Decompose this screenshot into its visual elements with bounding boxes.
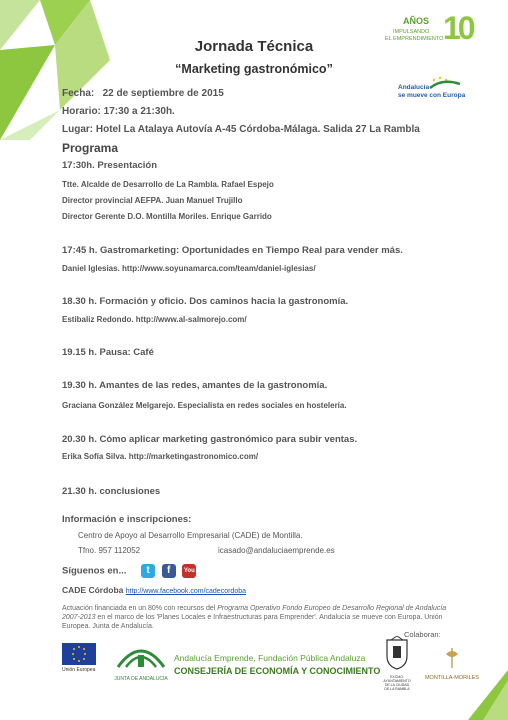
- junta-emblem-icon: [112, 641, 170, 671]
- andalucia-text-1: Andalucía: [398, 84, 430, 91]
- programa-item-title: 21.30 h. conclusiones: [62, 486, 161, 497]
- programa-heading: Programa: [62, 141, 119, 155]
- anos-text: AÑOS: [403, 16, 430, 26]
- ayuntamiento-logo: [382, 636, 412, 696]
- ayuntamiento-text: EXCMO. AYUNTAMIENTO DE LA CIUDAD DE LA RAMBLA: [383, 675, 411, 691]
- programa-item-line: Ttte. Alcalde de Desarrollo de La Rambla. Rafael Espejo: [62, 180, 274, 189]
- inscripciones-email[interactable]: icasado@andaluciaemprende.es: [218, 546, 335, 555]
- anos-line1: IMPULSANDO: [393, 29, 430, 35]
- facebook-icon[interactable]: f: [162, 564, 176, 578]
- eu-flag-icon: [62, 643, 96, 665]
- financing-note-programa: Programa Operativo Fondo Europeo de Desarrollo Regional de Andalucía 2007-2013: [62, 605, 447, 621]
- youtube-icon[interactable]: You: [182, 564, 196, 578]
- andalucia-emprende-logo: [174, 653, 380, 676]
- programa-item-line: Estibaliz Redondo. http://www.al-salmorejo.com/: [62, 315, 247, 324]
- inscripciones-centro: Centro de Apoyo al Desarrollo Empresarial (CADE) de Montilla.: [78, 531, 303, 540]
- programa-item-line: Director Gerente D.O. Montilla Moriles. Enrique Garrido: [62, 212, 272, 221]
- inscripciones-telefono: Tfno. 957 112052: [78, 546, 141, 555]
- twitter-icon[interactable]: t: [141, 564, 155, 578]
- andalucia-europa-logo: [398, 76, 468, 106]
- montilla-text: MONTILLA-MORILES: [424, 675, 480, 681]
- montilla-emblem-icon: [442, 646, 462, 670]
- union-europea-text: Unión Europea: [62, 667, 96, 673]
- ayuntamiento-shield-icon: [382, 636, 412, 670]
- andalucia-emprende-text: Andalucía Emprende, Fundación Pública Andaluza: [174, 653, 366, 663]
- financing-note-part3: en el marco de los 'Planes Locales e Infraestructuras para Emprender'. Andalucía se mueve con Europa. Unión Europea. Junta de Andalucía.: [62, 614, 443, 630]
- europa-stars-icon: [428, 76, 462, 90]
- fecha-label: Fecha:: [62, 88, 95, 99]
- junta-text: JUNTA DE ANDALUCIA: [114, 676, 168, 682]
- programa-item-line: Erika Sofía Silva. http://marketingastronomico.com/: [62, 452, 259, 461]
- anos-line2: EL EMPRENDIMIENTO: [385, 36, 444, 42]
- programa-item-title: 20.30 h. Cómo aplicar marketing gastronómico para subir ventas.: [62, 434, 358, 445]
- horario-row: Horario: 17:30 a 21:30h.: [62, 106, 175, 117]
- programa-item-title: 18.30 h. Formación y oficio. Dos caminos hacia la gastronomía.: [62, 296, 349, 307]
- fecha-value: 22 de septiembre de 2015: [102, 88, 224, 99]
- siguenos-label: Síguenos en...: [62, 565, 127, 577]
- programa-item-title: 19.30 h. Amantes de las redes, amantes de la gastronomía.: [62, 380, 328, 391]
- cade-label: CADE Córdoba: [62, 585, 124, 595]
- cade-link[interactable]: http://www.facebook.com/cadecordoba: [125, 588, 246, 595]
- programa-item-title: 17:30h. Presentación: [62, 160, 158, 171]
- programa-item-title: 19.15 h. Pausa: Café: [62, 347, 154, 358]
- andalucia-text-2: se mueve con Europa: [398, 92, 466, 99]
- programa-item-line: Daniel Iglesias. http://www.soyunamarca.com/team/daniel-iglesias/: [62, 264, 316, 273]
- cade-row: [62, 585, 246, 595]
- social-row: [62, 564, 196, 578]
- consejeria-text: CONSEJERÍA DE ECONOMÍA Y CONOCIMIENTO: [174, 666, 381, 676]
- colaboran-label: Colaboran:: [404, 630, 441, 639]
- lugar-row: Lugar: Hotel La Atalaya Autovía A-45 Córdoba-Málaga. Salida 27 La Rambla: [62, 124, 420, 135]
- montilla-moriles-logo: [424, 646, 480, 686]
- junta-andalucia-logo: [112, 641, 170, 681]
- union-europea-logo: [62, 643, 100, 681]
- page-subtitle: “Marketing gastronómico”: [175, 62, 333, 76]
- financing-note-part1: Actuación financiada en un 80% con recursos del: [62, 605, 218, 612]
- inscripciones-heading: Información e inscripciones:: [62, 514, 192, 525]
- programa-item-title: 17:45 h. Gastromarketing: Oportunidades en Tiempo Real para vender más.: [62, 245, 403, 256]
- programa-item-line: Director provincial AEFPA. Juan Manuel Trujillo: [62, 196, 243, 205]
- financing-note: [62, 604, 466, 631]
- page-title: Jornada Técnica: [194, 38, 314, 55]
- fecha-row: [62, 88, 224, 99]
- anos-number: 10: [443, 10, 473, 46]
- programa-item-line: Graciana González Melgarejo. Especialista en redes sociales en hostelería.: [62, 401, 347, 410]
